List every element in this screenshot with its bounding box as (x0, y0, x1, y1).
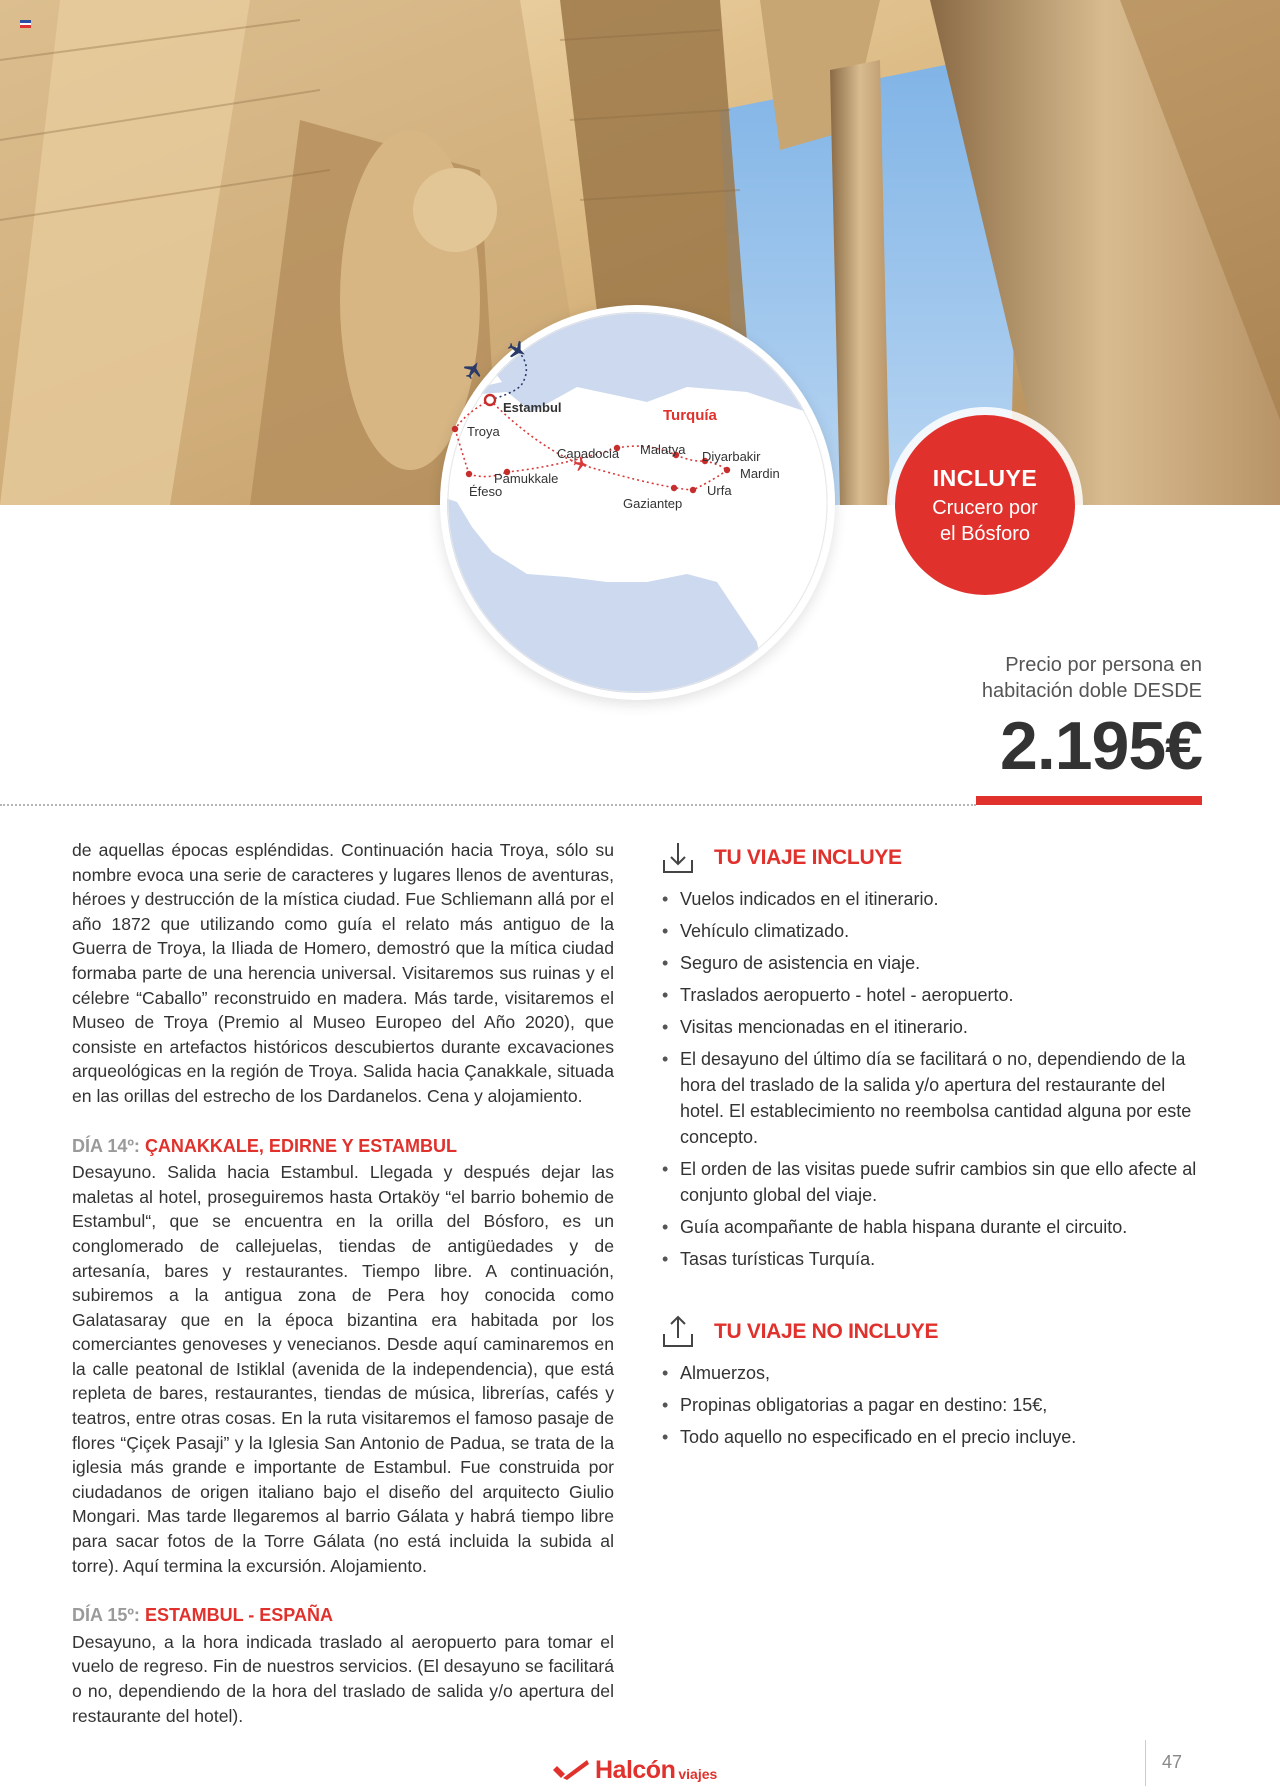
list-item: • Guía acompañante de habla hispana durante el circuito. (660, 1214, 1205, 1240)
day-heading (72, 1134, 614, 1159)
map-city-label: Éfeso (469, 484, 503, 499)
page-number-divider (1145, 1740, 1146, 1786)
includes-column (660, 838, 1205, 1456)
badge-line: el Bósforo (939, 523, 1031, 545)
route-map (440, 305, 835, 700)
list-item: • Seguro de asistencia en viaje. (660, 950, 1205, 976)
logo-name: Halcón (595, 1755, 676, 1784)
list-item: • El orden de las visitas puede sufrir cambios sin que ello afecte al conjunto global del viaje. (660, 1156, 1205, 1208)
plane-icon (461, 358, 486, 383)
list-item: • Traslados aeropuerto - hotel - aeropuerto. (660, 982, 1205, 1008)
day-number: DÍA 14º: (72, 1135, 140, 1156)
list-item: • Vehículo climatizado. (660, 918, 1205, 944)
page-number: 47 (1162, 1752, 1183, 1772)
map-city-label: Urfa (707, 483, 732, 498)
includes-title: TU VIAJE INCLUYE (714, 846, 902, 869)
excludes-list (660, 1360, 1205, 1450)
list-item: • Vuelos indicados en el itinerario. (660, 886, 1205, 912)
excludes-title: TU VIAJE NO INCLUYE (714, 1320, 939, 1343)
list-item: • Todo aquello no especificado en el precio incluye. (660, 1424, 1205, 1450)
upload-tray-icon (660, 1314, 696, 1350)
price-caption-line: Precio por persona en (1005, 654, 1202, 676)
price-value: 2.195€ (1000, 708, 1202, 784)
includes-list (660, 886, 1205, 1272)
badge-line: Crucero por (932, 497, 1038, 519)
dotted-divider (0, 804, 976, 806)
day-number: DÍA 15º: (72, 1605, 140, 1626)
day-title: ESTAMBUL - ESPAÑA (144, 1605, 333, 1626)
map-city-label: Mardin (740, 466, 780, 481)
excludes-header (660, 1312, 1205, 1352)
includes-badge (895, 415, 1075, 595)
download-tray-icon (660, 840, 696, 876)
logo-sub: viajes (678, 1766, 718, 1782)
map-city-label: Troya (467, 424, 500, 439)
flag-icon (20, 20, 31, 28)
map-city-label: Capadocia (557, 446, 620, 461)
map-city-label: Malatya (640, 442, 686, 457)
map-city-label: Gaziantep (623, 496, 683, 511)
day-text: Desayuno, a la hora indicada traslado al aeropuerto para tomar el vuelo de regreso. Fin de nuestros servicios. (El desayuno se facilitará o no, dependiendo de la hora del traslado de salida y/o apertura del restaurante del hotel). (72, 1631, 614, 1726)
list-item: • Almuerzos, (660, 1360, 1205, 1386)
map-country-label: Turquía (663, 407, 717, 424)
list-item: • Propinas obligatorias a pagar en destino: 15€, (660, 1392, 1205, 1418)
price-caption (902, 652, 1202, 704)
badge-text (895, 495, 1075, 547)
day-heading (72, 1603, 614, 1628)
itinerary-column (72, 838, 614, 1728)
list-item: • Tasas turísticas Turquía. (660, 1246, 1205, 1272)
halcon-logo (551, 1752, 717, 1788)
price-underline (976, 796, 1202, 805)
price-caption-line: habitación doble DESDE (981, 680, 1202, 702)
includes-header (660, 838, 1205, 878)
list-item: • Visitas mencionadas en el itinerario. (660, 1014, 1205, 1040)
map-city-label: Pamukkale (494, 471, 559, 486)
badge-title: INCLUYE (932, 465, 1038, 491)
intro-paragraph: de aquellas épocas espléndidas. Continuación hacia Troya, sólo su nombre evoca una serie de caracteres y lugares llenos de aventuras, héroes y destrucción de la mística ciudad. Fue Schliemann allá por el año 1872 que utilizando como guía el relato más antiguo de la Guerra de Troya, la Iliada de Homero, demostró que la mítica ciudad formaba parte de una herencia universal. Visitaremos sus ruinas y el célebre “Caballo” reconstruido en madera. Más tarde, visitaremos el Museo de Troya (Premio al Museo Europeo del Año 2020), que consiste en artefactos históricos descubiertos durante excavaciones arqueológicas en la región de Troya. Salida hacia Çanakkale, situada en las orillas del estrecho de los Dardanelos. Cena y alojamiento. (72, 840, 614, 1106)
day-title: ÇANAKKALE, EDIRNE Y ESTAMBUL (144, 1135, 457, 1156)
map-city-label: Diyarbakir (702, 449, 761, 464)
map-city-label: Estambul (503, 400, 562, 415)
day-text: Desayuno. Salida hacia Estambul. Llegada y después dejar las maletas al hotel, proseguiremos hasta Ortaköy “el barrio bohemio de Estambul“, que se encuentra en la orilla del Bósforo, es un conglomerado de callejuelas, tiendas de antigüedades y de artesanía, bares y restaurantes. Tiempo libre. A continuación, subiremos a la antigua zona de Pera hoy conocida como Galatasaray que en la época bizantina era habitada por los comerciantes genoveses y venecianos. Desde aquí caminaremos en la calle peatonal de Istiklal (avenida de la independencia), que está repleta de bares, restaurantes, tiendas de música, librerías, cafés y teatros, entre otras cosas. En la ruta visitaremos el famoso pasaje de flores “Çiçek Pasaji” y la Iglesia San Antonio de Padua, se trata de la iglesia más grande e importante de Estambul. Fue construida por ciudadanos de origen italiano bajo el diseño del arquitecto Giulio Mongari. Mas tarde llegaremos al barrio Gálata y habrá tiempo libre para sacar fotos de la Torre Gálata (no está incluida la subida al torre). Aquí termina la excursión. Alojamiento. (72, 1162, 614, 1576)
list-item: • El desayuno del último día se facilitará o no, dependiendo de la hora del traslado de la salida y/o apertura del restaurante del hotel. El establecimiento no reembolsa cantidad alguna por este concepto. (660, 1046, 1205, 1150)
logo-mark-icon (551, 1758, 591, 1782)
